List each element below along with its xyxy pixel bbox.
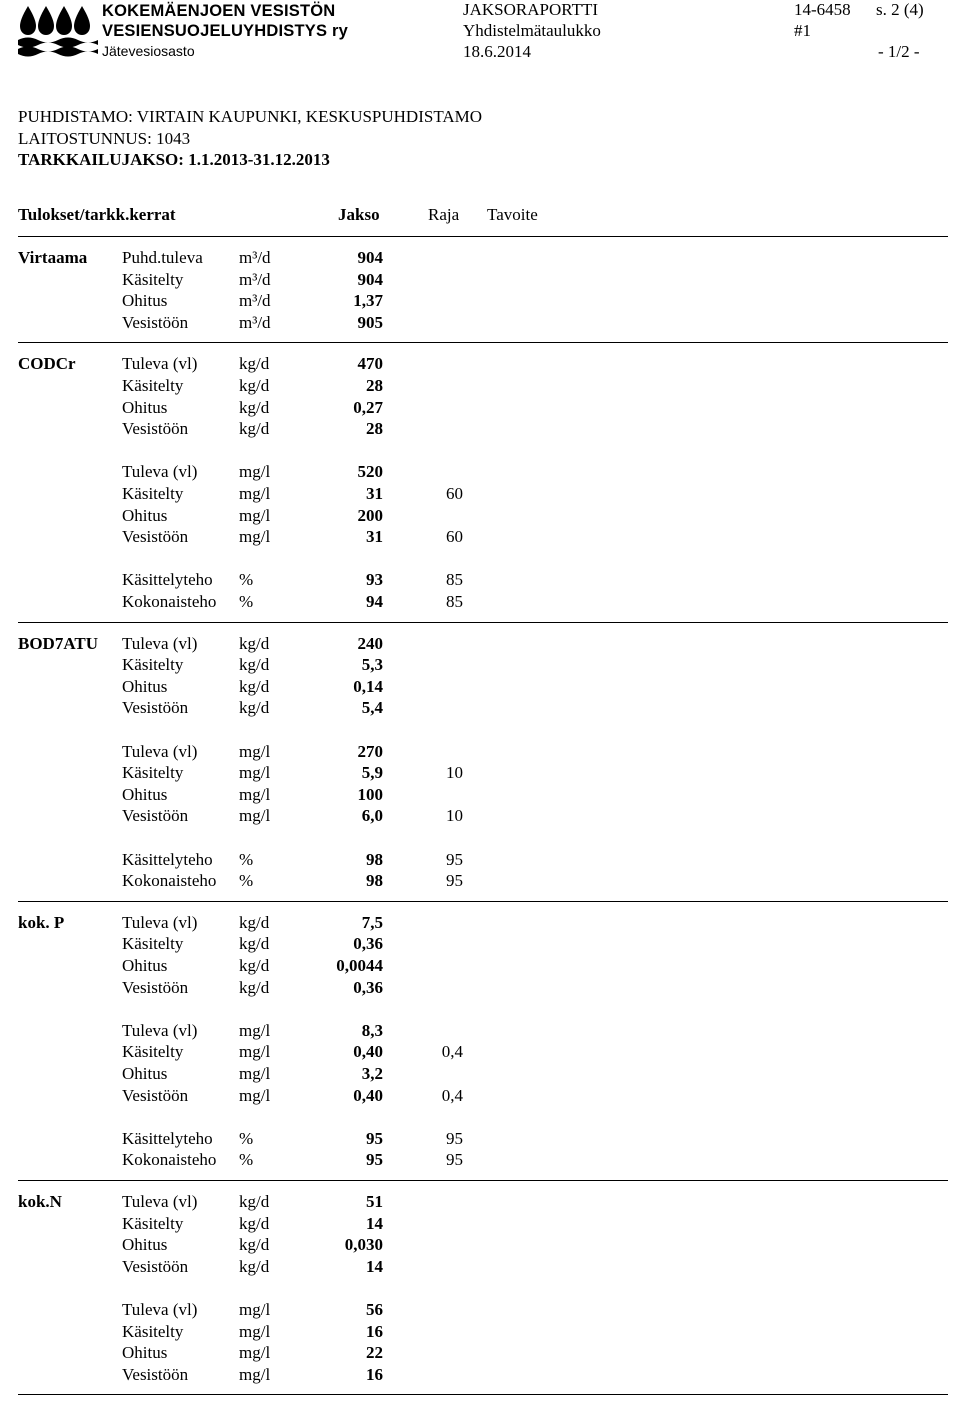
row-raja: 85 (446, 592, 463, 611)
table-row (0, 806, 960, 827)
row-value: 8,3 (361, 1020, 383, 1040)
section-name: BOD7ATU (18, 633, 98, 653)
plant-name: VIRTAIN KAUPUNKI, KESKUSPUHDISTAMO (136, 107, 483, 126)
table-number: #1 (794, 21, 811, 40)
row-unit: kg/d (239, 956, 270, 975)
row-label: Ohitus (122, 1343, 168, 1363)
table-row (0, 655, 960, 676)
row-unit: mg/l (239, 1020, 271, 1040)
row-value: 904 (357, 248, 383, 267)
row-value: 240 (357, 633, 383, 653)
row-label: Tuleva (vl) (122, 1192, 198, 1211)
row-label: Tuleva (vl) (122, 633, 198, 653)
table-row (0, 1300, 960, 1321)
row-unit: kg/d (239, 419, 270, 439)
row-unit: mg/l (239, 763, 271, 783)
report-code: 14-6458 (794, 0, 851, 19)
row-unit: mg/l (239, 1321, 271, 1341)
row-unit: kg/d (239, 655, 270, 675)
row-label: Vesistöön (122, 977, 189, 997)
table-row (0, 570, 960, 591)
row-unit: mg/l (239, 784, 271, 804)
table-row (0, 484, 960, 505)
row-label: Vesistöön (122, 419, 189, 439)
row-value: 22 (366, 1343, 383, 1363)
row-label: Käsittelyteho (122, 849, 213, 869)
row-unit: kg/d (239, 698, 270, 718)
row-value: 98 (366, 849, 383, 869)
row-unit: kg/d (239, 1213, 270, 1233)
row-value: 0,14 (353, 676, 383, 696)
water-drops-logo-icon (18, 4, 98, 60)
row-value: 3,2 (361, 1064, 383, 1083)
row-value: 5,3 (361, 655, 383, 675)
row-unit: % (239, 570, 254, 590)
org-department: Jätevesiosasto (102, 43, 195, 59)
row-value: 7,5 (361, 912, 383, 932)
plant-line (18, 107, 482, 127)
row-value: 14 (366, 1213, 383, 1233)
column-header-jakso: Jakso (338, 205, 380, 224)
row-unit: % (239, 849, 254, 869)
plant-label: PUHDISTAMO: (18, 107, 133, 126)
row-value: 94 (366, 592, 383, 611)
row-label: Ohitus (122, 291, 168, 311)
column-header-raja: Raja (428, 205, 460, 224)
row-value: 520 (357, 462, 383, 482)
row-unit: kg/d (239, 397, 270, 417)
row-unit: mg/l (239, 1300, 271, 1319)
row-unit: mg/l (239, 1064, 271, 1083)
table-row (0, 354, 960, 375)
row-label: Kokonaisteho (122, 1150, 217, 1170)
table-row (0, 1235, 960, 1256)
row-value: 0,40 (353, 1042, 383, 1062)
row-unit: % (239, 592, 254, 611)
table-row (0, 913, 960, 934)
table-row (0, 934, 960, 955)
row-value: 98 (366, 871, 383, 891)
plant-id: 1043 (156, 129, 191, 148)
row-unit: % (239, 1128, 254, 1148)
period-label: TARKKAILUJAKSO: (18, 150, 184, 169)
row-unit: m³/d (239, 248, 271, 267)
table-row (0, 1086, 960, 1107)
table-row (0, 1021, 960, 1042)
row-unit: mg/l (239, 1085, 271, 1105)
plant-id-label: LAITOSTUNNUS: (18, 129, 152, 148)
table-row (0, 1343, 960, 1364)
table-row (0, 1214, 960, 1235)
row-label: Tuleva (vl) (122, 1300, 198, 1319)
row-label: Ohitus (122, 397, 168, 417)
table-row (0, 978, 960, 999)
row-value: 200 (357, 505, 383, 525)
row-unit: kg/d (239, 354, 270, 374)
row-label: Käsitelty (122, 934, 184, 954)
row-raja: 95 (446, 871, 463, 891)
row-label: Tuleva (vl) (122, 354, 198, 374)
row-raja: 95 (446, 849, 463, 869)
row-value: 93 (366, 570, 383, 590)
page-number: - 1/2 - (878, 42, 920, 61)
row-unit: mg/l (239, 1364, 271, 1384)
section-divider (18, 1180, 948, 1181)
section-name: kok.N (18, 1192, 62, 1211)
row-label: Ohitus (122, 676, 168, 696)
row-unit: mg/l (239, 462, 271, 482)
period-value: 1.1.2013-31.12.2013 (188, 150, 330, 169)
table-row (0, 1042, 960, 1063)
table-row (0, 527, 960, 548)
row-unit: % (239, 1150, 254, 1170)
row-unit: mg/l (239, 806, 271, 826)
table-row (0, 376, 960, 397)
table-row (0, 1129, 960, 1150)
row-label: Vesistöön (122, 527, 189, 547)
row-value: 0,40 (353, 1085, 383, 1105)
row-unit: % (239, 871, 254, 891)
row-value: 51 (366, 1192, 383, 1211)
table-name: Yhdistelmätaulukko (463, 21, 601, 40)
plant-id-line (18, 129, 190, 149)
column-header-tavoite: Tavoite (487, 205, 538, 224)
row-label: Tuleva (vl) (122, 912, 198, 932)
row-label: Käsitelty (122, 1213, 184, 1233)
row-value: 1,37 (353, 291, 383, 311)
row-unit: kg/d (239, 912, 270, 932)
row-value: 31 (366, 484, 383, 503)
row-label: Kokonaisteho (122, 871, 217, 891)
row-unit: kg/d (239, 1235, 270, 1255)
row-value: 905 (357, 312, 383, 332)
row-unit: kg/d (239, 934, 270, 954)
row-label: Ohitus (122, 956, 168, 975)
row-value: 0,36 (353, 934, 383, 954)
table-row (0, 698, 960, 719)
row-unit: m³/d (239, 269, 271, 289)
row-raja: 0,4 (441, 1042, 463, 1062)
row-label: Käsitelty (122, 1042, 184, 1062)
column-header-results: Tulokset/tarkk.kerrat (18, 205, 176, 224)
report-type: JAKSORAPORTTI (463, 0, 598, 19)
row-raja: 10 (446, 806, 463, 826)
row-label: Ohitus (122, 1235, 168, 1255)
row-label: Käsitelty (122, 655, 184, 675)
table-row (0, 1064, 960, 1085)
row-unit: m³/d (239, 312, 271, 332)
row-label: Vesistöön (122, 698, 189, 718)
row-value: 270 (357, 741, 383, 761)
row-value: 16 (366, 1364, 383, 1384)
table-row (0, 248, 960, 269)
table-row (0, 592, 960, 613)
table-row (0, 1365, 960, 1386)
row-label: Vesistöön (122, 1364, 189, 1384)
row-label: Käsitelty (122, 1321, 184, 1341)
table-row (0, 462, 960, 483)
row-value: 904 (357, 269, 383, 289)
row-raja: 60 (446, 484, 463, 503)
row-label: Vesistöön (122, 312, 189, 332)
row-label: Ohitus (122, 784, 168, 804)
table-row (0, 270, 960, 291)
report-date: 18.6.2014 (463, 42, 531, 61)
table-row (0, 398, 960, 419)
row-value: 16 (366, 1321, 383, 1341)
row-label: Puhd.tuleva (122, 248, 203, 267)
row-value: 95 (366, 1128, 383, 1148)
row-label: Ohitus (122, 505, 168, 525)
table-row (0, 742, 960, 763)
page-reference: s. 2 (4) (876, 0, 924, 19)
row-value: 28 (366, 419, 383, 439)
row-label: Kokonaisteho (122, 592, 217, 611)
row-label: Tuleva (vl) (122, 741, 198, 761)
row-label: Tuleva (vl) (122, 1020, 198, 1040)
row-value: 5,9 (361, 763, 383, 783)
row-unit: mg/l (239, 505, 271, 525)
row-unit: kg/d (239, 376, 270, 395)
row-value: 0,030 (344, 1235, 383, 1255)
section-name: kok. P (18, 912, 65, 932)
table-row (0, 785, 960, 806)
row-label: Käsitelty (122, 763, 184, 783)
table-row (0, 419, 960, 440)
row-label: Vesistöön (122, 806, 189, 826)
row-value: 28 (366, 376, 383, 395)
table-row (0, 1322, 960, 1343)
table-row (0, 763, 960, 784)
table-row (0, 1257, 960, 1278)
table-row (0, 506, 960, 527)
row-label: Käsitelty (122, 484, 184, 503)
row-label: Käsittelyteho (122, 570, 213, 590)
row-value: 470 (357, 354, 383, 374)
section-name: Virtaama (18, 248, 88, 267)
row-unit: m³/d (239, 291, 271, 311)
section-divider (18, 901, 948, 902)
row-value: 0,36 (353, 977, 383, 997)
section-divider (18, 342, 948, 343)
org-name-line1: KOKEMÄENJOEN VESISTÖN (102, 2, 336, 20)
row-unit: mg/l (239, 484, 271, 503)
row-unit: mg/l (239, 741, 271, 761)
row-unit: kg/d (239, 633, 270, 653)
row-value: 95 (366, 1150, 383, 1170)
table-row (0, 634, 960, 655)
row-raja: 95 (446, 1150, 463, 1170)
row-value: 14 (366, 1256, 383, 1276)
table-row (0, 871, 960, 892)
row-unit: kg/d (239, 1192, 270, 1211)
table-row (0, 956, 960, 977)
row-value: 100 (357, 784, 383, 804)
table-row (0, 677, 960, 698)
row-unit: kg/d (239, 676, 270, 696)
row-unit: mg/l (239, 527, 271, 547)
row-value: 0,0044 (336, 956, 383, 975)
row-unit: mg/l (239, 1042, 271, 1062)
row-label: Tuleva (vl) (122, 462, 198, 482)
row-label: Vesistöön (122, 1085, 189, 1105)
row-unit: kg/d (239, 977, 270, 997)
table-row (0, 1192, 960, 1213)
row-value: 31 (366, 527, 383, 547)
row-raja: 10 (446, 763, 463, 783)
row-raja: 85 (446, 570, 463, 590)
row-label: Käsitelty (122, 376, 184, 395)
row-raja: 95 (446, 1128, 463, 1148)
section-divider (18, 1394, 948, 1395)
row-value: 56 (366, 1300, 383, 1319)
row-unit: mg/l (239, 1343, 271, 1363)
section-name: CODCr (18, 354, 76, 374)
row-unit: kg/d (239, 1256, 270, 1276)
period-line (18, 150, 330, 170)
row-label: Käsittelyteho (122, 1128, 213, 1148)
row-value: 6,0 (361, 806, 383, 826)
org-name-line2: VESIENSUOJELUYHDISTYS ry (102, 22, 348, 40)
table-row (0, 850, 960, 871)
row-label: Ohitus (122, 1064, 168, 1083)
row-raja: 60 (446, 527, 463, 547)
row-label: Vesistöön (122, 1256, 189, 1276)
header-divider (18, 236, 948, 237)
row-raja: 0,4 (441, 1085, 463, 1105)
organization-logo (18, 2, 358, 60)
row-value: 5,4 (361, 698, 383, 718)
section-divider (18, 622, 948, 623)
row-label: Käsitelty (122, 269, 184, 289)
table-row (0, 1150, 960, 1171)
table-row (0, 313, 960, 334)
row-value: 0,27 (353, 397, 383, 417)
table-row (0, 291, 960, 312)
